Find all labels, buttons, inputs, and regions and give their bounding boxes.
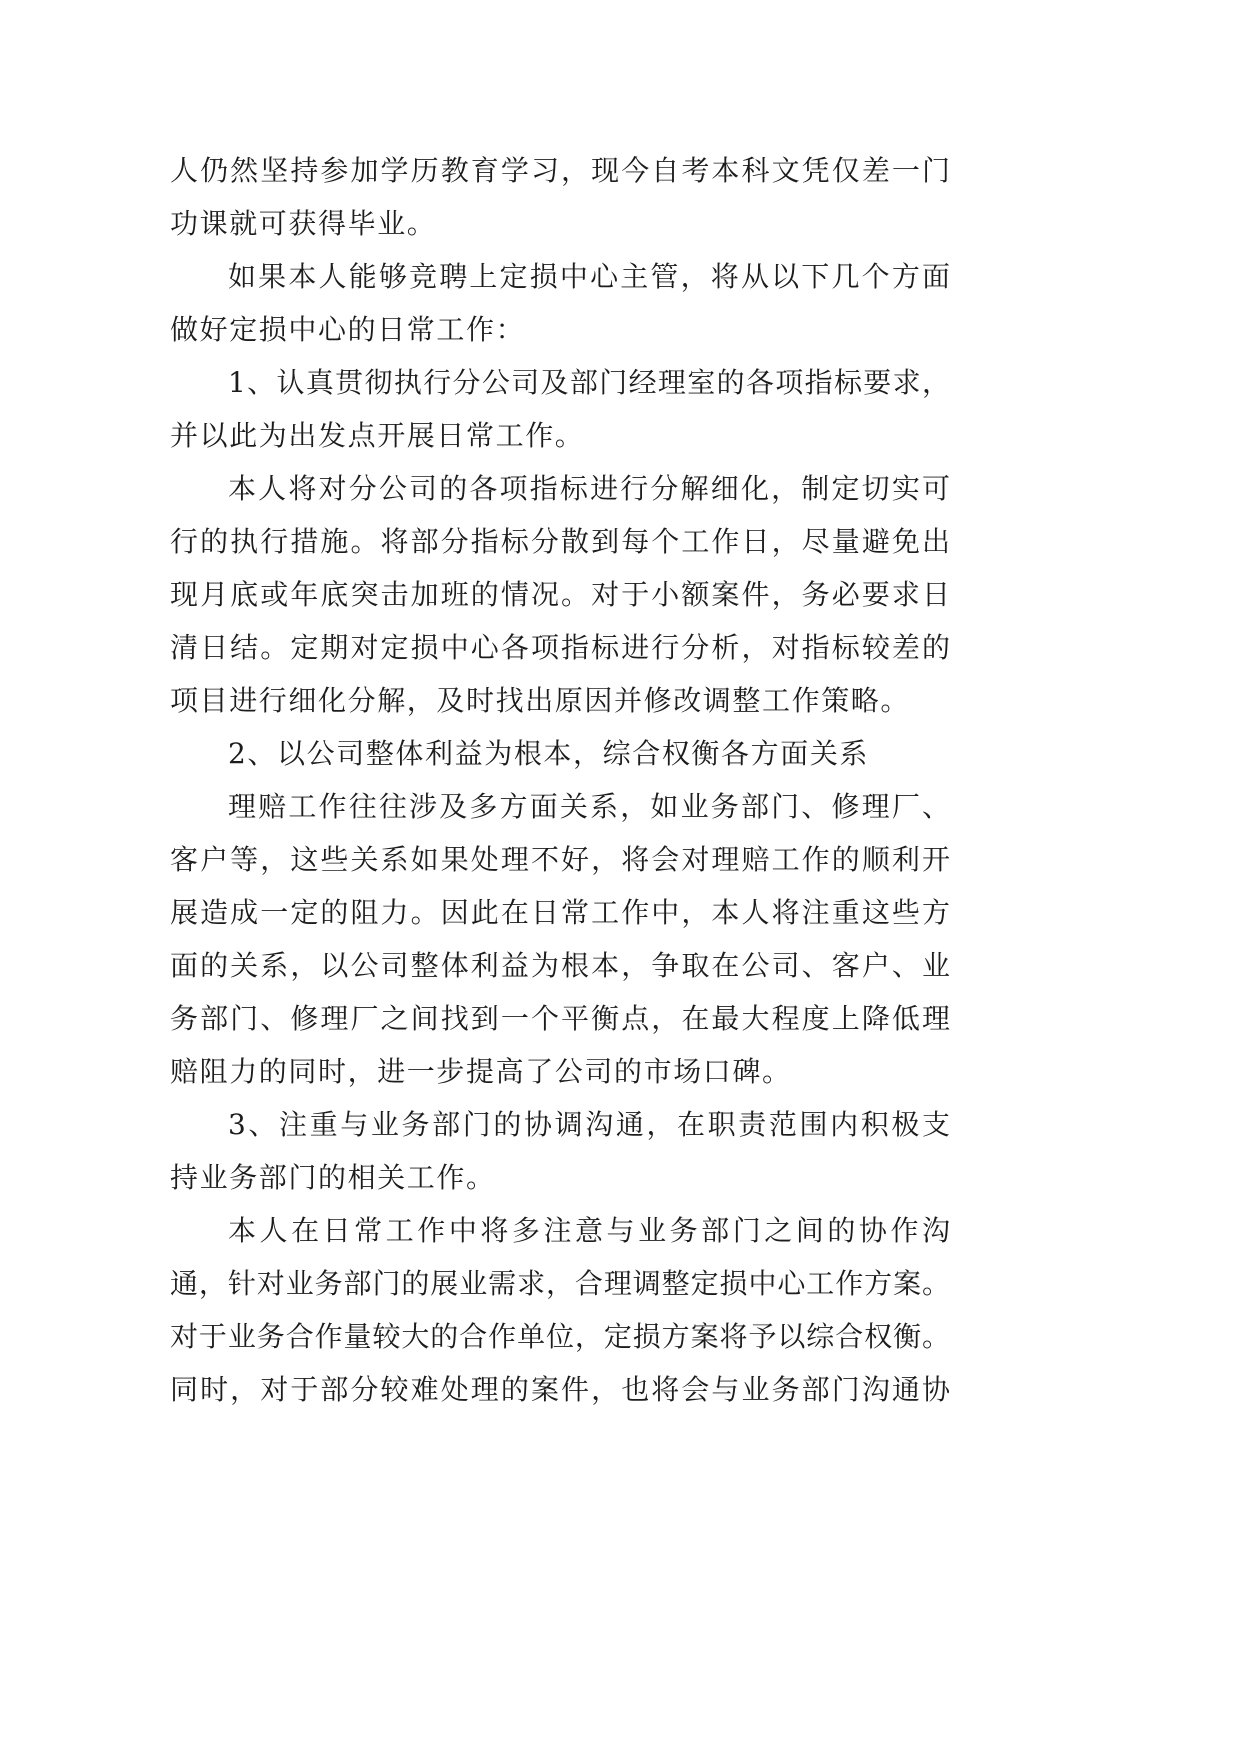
text-line: 本人在日常工作中将多注意与业务部门之间的协作沟	[228, 1214, 950, 1247]
paragraph-continuation	[170, 144, 950, 250]
text-line: 项目进行细化分解，及时找出原因并修改调整工作策略。	[170, 684, 911, 717]
paragraph	[170, 1204, 950, 1416]
text-line: 赔阻力的同时，进一步提高了公司的市场口碑。	[170, 1055, 792, 1088]
paragraph	[170, 462, 950, 727]
text-line: 务部门、修理厂之间找到一个平衡点，在最大程度上降低理	[170, 1002, 950, 1035]
paragraph	[170, 250, 950, 356]
paragraph-item-2	[170, 727, 950, 780]
text-line: 并以此为出发点开展日常工作。	[170, 419, 585, 452]
paragraph-item-1	[170, 356, 950, 462]
text-line: 对于业务合作量较大的合作单位，定损方案将予以综合权衡。	[170, 1320, 950, 1353]
text-line: 本人将对分公司的各项指标进行分解细化，制定切实可	[228, 472, 950, 505]
text-line: 现月底或年底突击加班的情况。对于小额案件，务必要求日	[170, 578, 950, 611]
text-line: 2、以公司整体利益为根本，综合权衡各方面关系	[228, 737, 870, 770]
document-body	[170, 144, 950, 1416]
text-line: 做好定损中心的日常工作：	[170, 313, 526, 346]
text-line: 同时，对于部分较难处理的案件，也将会与业务部门沟通协	[170, 1373, 950, 1406]
text-line: 如果本人能够竞聘上定损中心主管，将从以下几个方面	[228, 260, 950, 293]
text-line: 功课就可获得毕业。	[170, 207, 437, 240]
text-line: 1、认真贯彻执行分公司及部门经理室的各项指标要求，	[228, 366, 950, 399]
text-line: 通，针对业务部门的展业需求，合理调整定损中心工作方案。	[170, 1267, 950, 1300]
paragraph	[170, 780, 950, 1098]
text-line: 3、注重与业务部门的协调沟通，在职责范围内积极支	[228, 1108, 950, 1141]
text-line: 持业务部门的相关工作。	[170, 1161, 496, 1194]
text-line: 面的关系，以公司整体利益为根本，争取在公司、客户、业	[170, 949, 950, 982]
text-line: 展造成一定的阻力。因此在日常工作中，本人将注重这些方	[170, 896, 950, 929]
text-line: 理赔工作往往涉及多方面关系，如业务部门、修理厂、	[228, 790, 950, 823]
text-line: 清日结。定期对定损中心各项指标进行分析，对指标较差的	[170, 631, 950, 664]
text-line: 人仍然坚持参加学历教育学习，现今自考本科文凭仅差一门	[170, 154, 950, 187]
text-line: 客户等，这些关系如果处理不好，将会对理赔工作的顺利开	[170, 843, 950, 876]
paragraph-item-3	[170, 1098, 950, 1204]
text-line: 行的执行措施。将部分指标分散到每个工作日，尽量避免出	[170, 525, 950, 558]
